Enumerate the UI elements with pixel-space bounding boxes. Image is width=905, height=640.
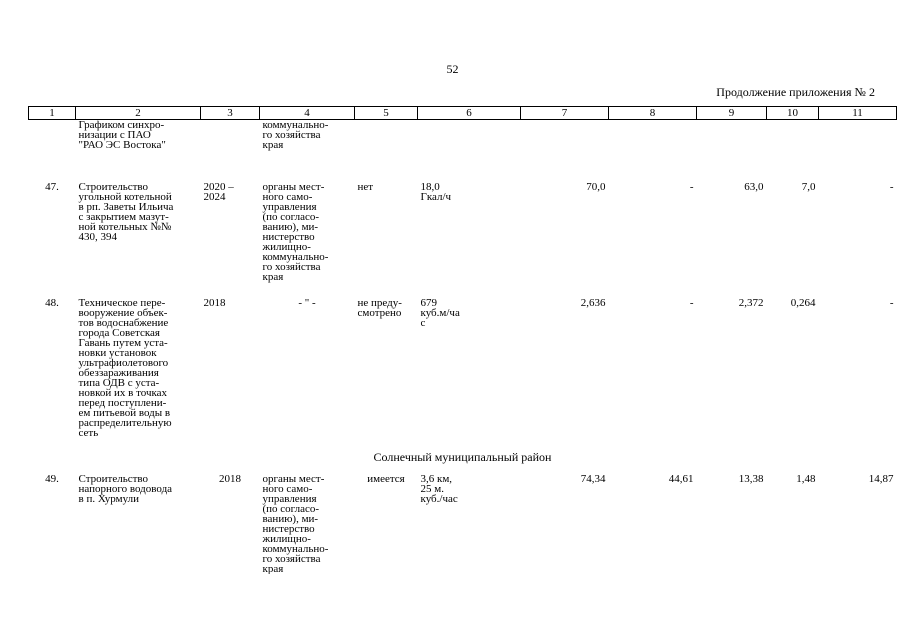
row-col9: 13,38 (738, 473, 764, 485)
carry-over-name: Графиком синхро- низации с ПАО "РАО ЭС Востока" (78, 119, 166, 151)
row-capacity: 3,6 км, 25 м. куб./час (420, 473, 458, 505)
row-executor: - " - (298, 297, 316, 309)
header-cell: 4 (260, 107, 355, 120)
header-cell: 8 (609, 107, 697, 120)
header-cell: 6 (418, 107, 521, 120)
table-row-carry-over (29, 120, 897, 182)
table-row (29, 298, 897, 446)
page-number: 52 (446, 62, 459, 76)
row-name: Техническое пере- вооружение объек- тов водоснабжение города Советская Гавань путем уста- новки установок ультрафиолетового обеззараживания типа ОДВ с уста- новкой их в точках перед поступлени- ем питьевой воды в распределительную сеть (78, 297, 172, 439)
row-col8: 44,61 (668, 473, 694, 485)
table-header-row (29, 107, 897, 120)
row-col11: 14,87 (868, 473, 894, 485)
row-period: 2020 – 2024 (203, 181, 234, 203)
row-col11: - (889, 181, 894, 193)
row-col9: 63,0 (744, 181, 764, 193)
row-executor: органы мест- ного само- управления (по согласо- ванию), ми- нистерство жилищно- коммунально- го хозяйства края (262, 473, 329, 574)
header-cell: 1 (29, 107, 76, 120)
row-number: 48. (45, 297, 59, 309)
header-cell: 7 (521, 107, 609, 120)
row-name: Строительство напорного водовода в п. Хурмули (78, 473, 173, 505)
row-col10: 1,48 (796, 473, 816, 485)
header-cell: 2 (76, 107, 201, 120)
header-cell: 9 (697, 107, 767, 120)
section-title-row (29, 446, 897, 474)
section-title: Солнечный муниципальный район (373, 449, 552, 464)
row-col7: 70,0 (586, 181, 606, 193)
row-number: 47. (45, 181, 59, 193)
carry-over-executor: коммунально- го хозяйства края (262, 119, 329, 151)
row-col11: - (889, 297, 894, 309)
row-col10: 7,0 (801, 181, 816, 193)
header-cell: 10 (767, 107, 819, 120)
row-col9: 2,372 (738, 297, 764, 309)
appendix-continuation-label: Продолжение приложения № 2 (716, 85, 875, 99)
row-period: 2018 (219, 473, 241, 485)
row-name: Строительство угольной котельной в рп. Заветы Ильича с закрытием мазут- ной котельных №№ 430, 394 (78, 181, 174, 243)
row-col7: 74,34 (580, 473, 606, 485)
header-cell: 11 (819, 107, 897, 120)
row-executor: органы мест- ного само- управления (по согласо- ванию), ми- нистерство жилищно- коммунально- го хозяйства края (262, 181, 329, 283)
row-col10: 0,264 (790, 297, 816, 309)
row-psd: имеется (367, 473, 405, 485)
row-period: 2018 (203, 297, 226, 309)
appendix-table (28, 106, 897, 574)
row-col7: 2,636 (580, 297, 606, 309)
header-cell: 5 (355, 107, 418, 120)
row-psd: не преду- смотрено (357, 297, 402, 319)
row-col8: - (689, 181, 694, 193)
row-number: 49. (45, 473, 59, 485)
row-col8: - (689, 297, 694, 309)
header-cell: 3 (201, 107, 260, 120)
row-psd: нет (357, 181, 374, 193)
row-capacity: 18,0 Гкал/ч (420, 181, 452, 203)
table-row (29, 474, 897, 574)
row-capacity: 679 куб.м/ча с (420, 297, 460, 329)
table-row (29, 182, 897, 298)
